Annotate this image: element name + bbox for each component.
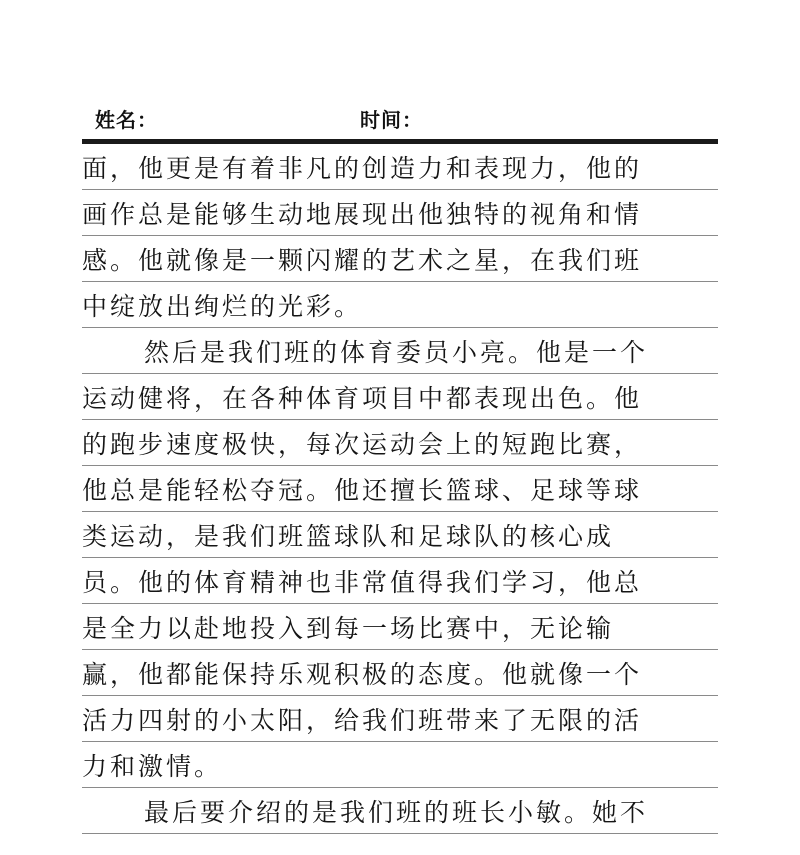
text-line [82, 650, 718, 696]
ruled-lines [82, 144, 718, 834]
line-text: 运动健将，在各种体育项目中都表现出色。他 [82, 384, 643, 413]
line-text: 然后是我们班的体育委员小亮。他是一个 [144, 338, 649, 367]
line-text: 他总是能轻松夺冠。他还擅长篮球、足球等球 [82, 476, 643, 505]
line-text: 面，他更是有着非凡的创造力和表现力，他的 [82, 154, 643, 183]
line-text: 中绽放出绚烂的光彩。 [82, 292, 363, 321]
text-line [82, 742, 718, 788]
line-text: 画作总是能够生动地展现出他独特的视角和情 [82, 200, 643, 229]
line-text: 员。他的体育精神也非常值得我们学习，他总 [82, 568, 643, 597]
line-text: 赢，他都能保持乐观积极的态度。他就像一个 [82, 660, 643, 689]
text-line [82, 190, 718, 236]
text-line-indented [82, 328, 718, 374]
line-text: 是全力以赴地投入到每一场比赛中，无论输 [82, 614, 615, 643]
line-text: 感。他就像是一颗闪耀的艺术之星，在我们班 [82, 246, 643, 275]
line-text: 最后要介绍的是我们班的班长小敏。她不 [144, 798, 649, 827]
text-line [82, 696, 718, 742]
text-line [82, 144, 718, 190]
line-text: 类运动，是我们班篮球队和足球队的核心成 [82, 522, 615, 551]
text-line [82, 282, 718, 328]
time-label: 时间： [360, 108, 423, 132]
page-header [95, 104, 715, 134]
name-label: 姓名： [95, 108, 158, 132]
text-line [82, 420, 718, 466]
line-text: 力和激情。 [82, 752, 223, 781]
text-line [82, 374, 718, 420]
text-line [82, 236, 718, 282]
text-line [82, 558, 718, 604]
text-line [82, 512, 718, 558]
text-line-indented [82, 788, 718, 834]
text-line [82, 604, 718, 650]
line-text: 活力四射的小太阳，给我们班带来了无限的活 [82, 706, 643, 735]
line-text: 的跑步速度极快，每次运动会上的短跑比赛， [82, 430, 643, 459]
text-line [82, 466, 718, 512]
